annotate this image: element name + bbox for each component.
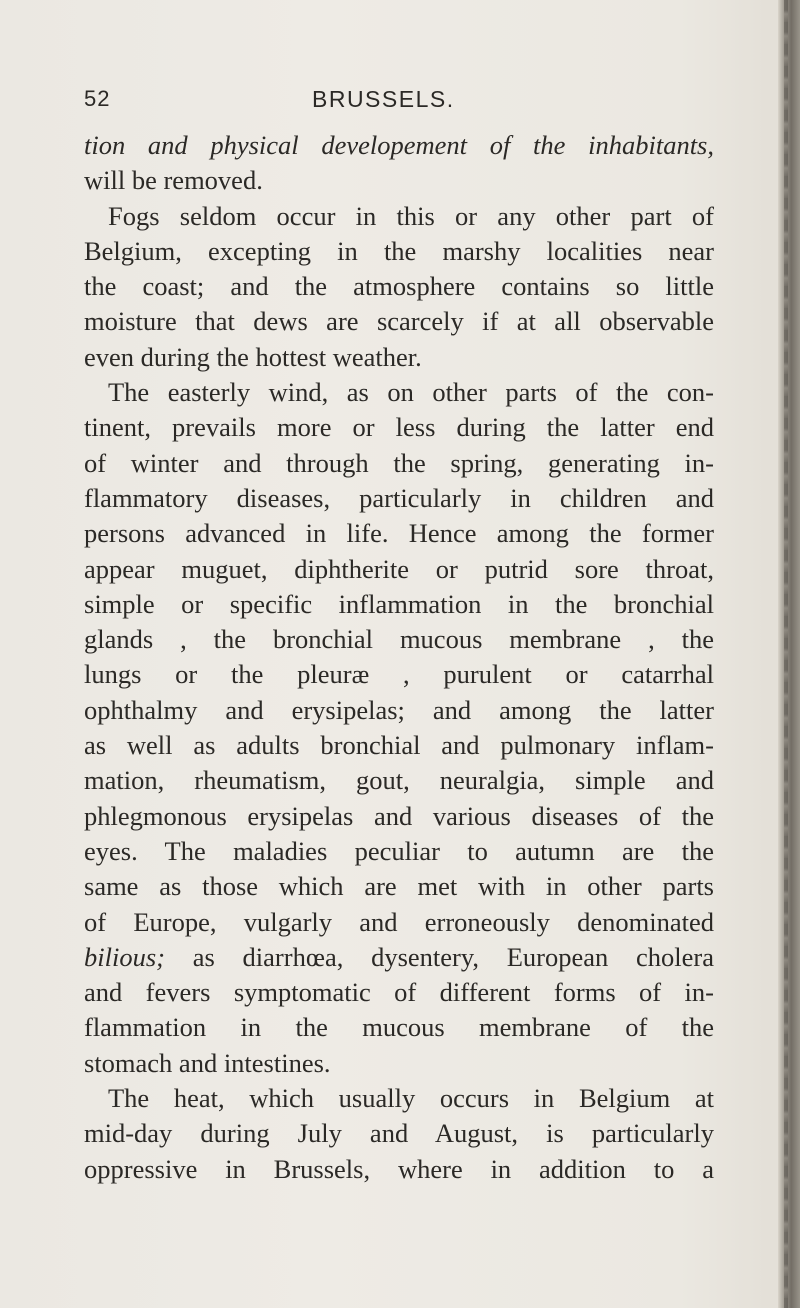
text-line-10: of winter and through the spring, generating in- <box>84 447 714 478</box>
text-line-18: as well as adults bronchial and pulmonary inflam- <box>84 730 714 761</box>
text-line-23: of Europe, vulgarly and erroneously denominated <box>84 906 714 937</box>
text-line-5: the coast; and the atmosphere contains so little <box>84 271 714 302</box>
text-line-27: stomach and intestines. <box>84 1047 331 1078</box>
page-number: 52 <box>84 86 111 111</box>
text-line-6: moisture that dews are scarcely if at all observable <box>84 306 714 337</box>
text-line-29: mid-day during July and August, is particularly <box>84 1118 714 1149</box>
text-line-4: Belgium, excepting in the marshy localities near <box>84 235 714 266</box>
text-line-28: The heat, which usually occurs in Belgium at <box>108 1083 714 1114</box>
text-line-2: will be removed. <box>84 165 263 196</box>
running-head <box>0 86 760 116</box>
text-line-25: and fevers symptomatic of different forms of in- <box>84 977 714 1008</box>
text-line-30: oppressive in Brussels, where in addition to a <box>84 1153 714 1184</box>
page-binding-edge <box>778 0 800 1308</box>
italic-phrase: tion and physical developement of the inhabitants, <box>84 130 714 160</box>
text-line-7: even during the hottest weather. <box>84 341 422 372</box>
text-line-12: persons advanced in life. Hence among the former <box>84 518 714 549</box>
text-line-3: Fogs seldom occur in this or any other part of <box>108 200 714 231</box>
text-line-14: simple or specific inflammation in the bronchial <box>84 588 714 619</box>
text-line-19: mation, rheumatism, gout, neuralgia, simple and <box>84 765 714 796</box>
text-line-1 <box>84 128 714 163</box>
text-line-22: same as those which are met with in other parts <box>84 871 714 902</box>
text-line-24 <box>84 940 714 975</box>
body-text <box>84 128 714 1187</box>
text-line-16: lungs or the pleuræ , purulent or catarrhal <box>84 659 714 690</box>
text-line-9: tinent, prevails more or less during the latter end <box>84 412 714 443</box>
text-line-15: glands , the bronchial mucous membrane , the <box>84 624 714 655</box>
text-line-13: appear muguet, diphtherite or putrid sore throat, <box>84 553 714 584</box>
text-line-21: eyes. The maladies peculiar to autumn are the <box>84 835 714 866</box>
running-title: BRUSSELS. <box>312 86 455 112</box>
text-line-20: phlegmonous erysipelas and various diseases of the <box>84 800 714 831</box>
text-line-17: ophthalmy and erysipelas; and among the latter <box>84 694 714 725</box>
italic-word: bilious; <box>84 941 165 972</box>
line-continuation: as diarrhœa, dysentery, European cholera <box>164 941 714 972</box>
text-line-11: flammatory diseases, particularly in children and <box>84 482 714 513</box>
text-line-8: The easterly wind, as on other parts of the con- <box>108 377 714 408</box>
text-line-26: flammation in the mucous membrane of the <box>84 1012 714 1043</box>
